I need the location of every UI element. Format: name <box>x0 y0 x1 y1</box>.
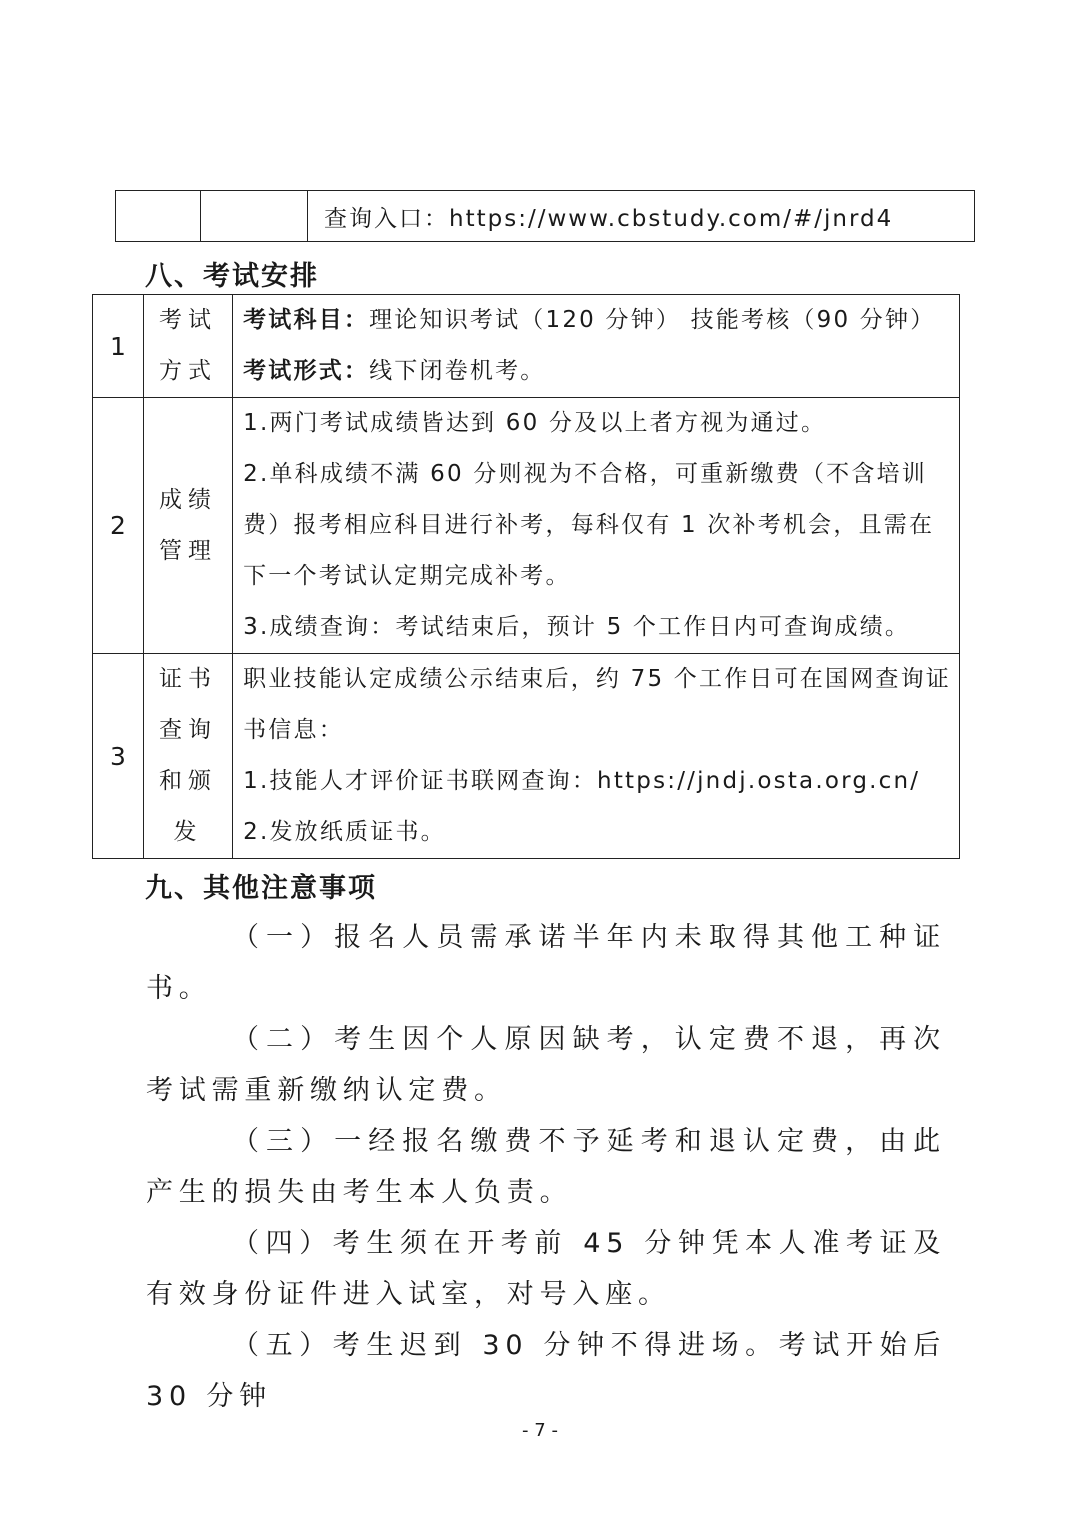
exam-form-line <box>243 346 951 397</box>
row-number: 2 <box>93 398 144 654</box>
row-label <box>143 654 232 859</box>
content-line: 书信息： <box>243 717 344 743</box>
content-line: 下一个考试认定期完成补考。 <box>243 563 571 589</box>
row-number: 3 <box>93 654 144 859</box>
note-paragraph: （二）考生因个人原因缺考，认定费不退，再次考试需重新缴纳认定费。 <box>146 1024 946 1106</box>
content-line: 1.技能人才评价证书联网查询：https://jndj.osta.org.cn/ <box>243 768 921 794</box>
row-content <box>233 654 960 859</box>
label-line: 证书 <box>158 666 217 692</box>
table-row <box>93 398 960 654</box>
content-line: 3.成绩查询：考试结束后，预计 5 个工作日内可查询成绩。 <box>243 614 911 640</box>
empty-cell <box>116 191 201 242</box>
note-paragraph: （四）考生须在开考前 45 分钟凭本人准考证及有效身份证件进入试室，对号入座。 <box>146 1228 946 1310</box>
table-row <box>116 191 975 242</box>
note-paragraph: （三）一经报名缴费不予延考和退认定费，由此产生的损失由考生本人负责。 <box>146 1126 946 1208</box>
exam-arrangement-table <box>92 294 960 859</box>
form-label: 考试形式： <box>243 358 370 384</box>
label-line: 成绩 <box>158 486 217 513</box>
page-number: - 7 - <box>522 1420 558 1441</box>
empty-cell <box>201 191 308 242</box>
form-value: 线下闭卷机考。 <box>369 358 546 384</box>
label-line: 查询 <box>158 717 217 743</box>
label-line: 和颁 <box>158 768 217 794</box>
content-line: 费）报考相应科目进行补考，每科仅有 1 次补考机会，且需在 <box>243 512 935 538</box>
note-paragraph: （五）考生迟到 30 分钟不得进场。考试开始后 30 分钟 <box>146 1330 946 1412</box>
section-9-heading: 九、其他注意事项 <box>145 873 377 904</box>
content-line: 职业技能认定成绩公示结束后，约 75 个工作日可在国网查询证 <box>243 666 951 692</box>
subject-value: 理论知识考试（120 分钟） 技能考核（90 分钟） <box>369 307 936 333</box>
note-paragraph: （一）报名人员需承诺半年内未取得其他工种证书。 <box>146 922 946 1004</box>
label-line: 管理 <box>158 537 217 564</box>
previous-table-tail <box>115 190 975 242</box>
row-number: 1 <box>93 295 144 398</box>
row-label <box>143 295 232 398</box>
row-label <box>143 398 232 654</box>
subject-label: 考试科目： <box>243 307 370 333</box>
row-content <box>233 295 960 398</box>
query-entry: 查询入口：https://www.cbstudy.com/#/jnrd4 <box>308 191 975 242</box>
label-line: 方式 <box>158 358 217 384</box>
notes-list <box>146 912 946 1422</box>
exam-subject-line <box>243 295 951 346</box>
content-line: 1.两门考试成绩皆达到 60 分及以上者方视为通过。 <box>243 410 827 436</box>
row-content <box>233 398 960 654</box>
content-line: 2.发放纸质证书。 <box>243 819 446 845</box>
label-line: 考试 <box>158 307 217 333</box>
content-line: 2.单科成绩不满 60 分则视为不合格，可重新缴费（不含培训 <box>243 461 927 487</box>
table-row <box>93 654 960 859</box>
section-8-heading: 八、考试安排 <box>145 261 319 292</box>
label-line: 发 <box>173 819 203 845</box>
table-row <box>93 295 960 398</box>
